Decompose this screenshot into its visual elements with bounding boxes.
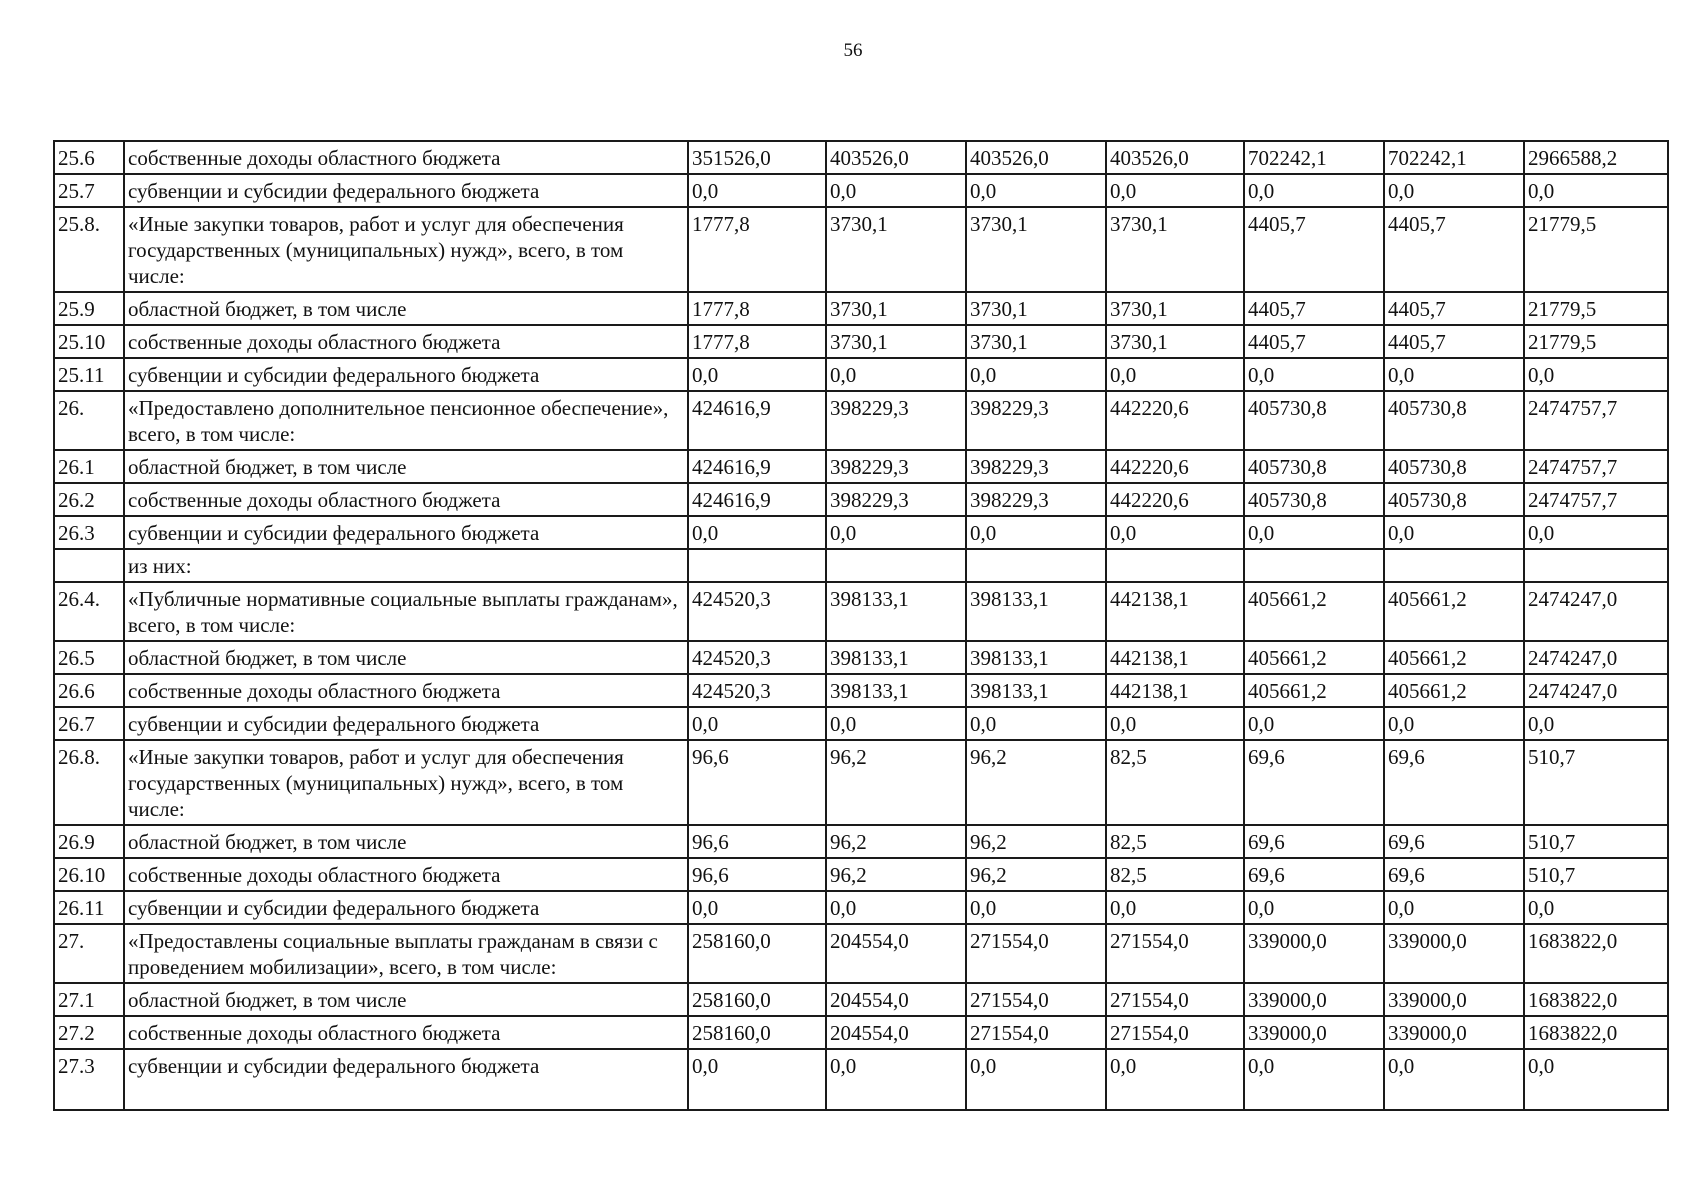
row-value: 424520,3 — [688, 582, 826, 641]
row-total: 1683822,0 — [1524, 924, 1668, 983]
row-value: 0,0 — [688, 1049, 826, 1110]
row-total: 1683822,0 — [1524, 983, 1668, 1016]
row-value: 3730,1 — [1106, 325, 1244, 358]
row-value: 0,0 — [1244, 516, 1384, 549]
row-code: 25.7 — [54, 174, 124, 207]
row-value: 0,0 — [826, 891, 966, 924]
row-value: 405661,2 — [1384, 582, 1524, 641]
row-value: 339000,0 — [1244, 1016, 1384, 1049]
row-total: 2474757,7 — [1524, 483, 1668, 516]
row-value: 69,6 — [1244, 740, 1384, 825]
row-code: 25.8. — [54, 207, 124, 292]
row-value: 0,0 — [1106, 707, 1244, 740]
row-value: 442220,6 — [1106, 483, 1244, 516]
row-value: 339000,0 — [1384, 924, 1524, 983]
row-value: 0,0 — [1244, 358, 1384, 391]
table-row — [54, 641, 1668, 674]
row-value: 4405,7 — [1244, 292, 1384, 325]
row-value: 3730,1 — [966, 292, 1106, 325]
row-name: областной бюджет, в том числе — [124, 292, 688, 325]
table-body — [54, 141, 1668, 1110]
row-value: 405730,8 — [1384, 450, 1524, 483]
row-value: 442138,1 — [1106, 674, 1244, 707]
row-value: 204554,0 — [826, 1016, 966, 1049]
row-value: 0,0 — [1106, 516, 1244, 549]
row-name: «Предоставлены социальные выплаты гражданам в связи с проведением мобилизации», всего, в том числе: — [124, 924, 688, 983]
row-value: 405661,2 — [1384, 674, 1524, 707]
table-row — [54, 325, 1668, 358]
row-value: 3730,1 — [966, 325, 1106, 358]
row-value: 398133,1 — [826, 641, 966, 674]
row-name: «Предоставлено дополнительное пенсионное обеспечение», всего, в том числе: — [124, 391, 688, 450]
row-value: 3730,1 — [1106, 207, 1244, 292]
row-name: «Публичные нормативные социальные выплаты гражданам», всего, в том числе: — [124, 582, 688, 641]
table-row — [54, 858, 1668, 891]
row-value: 69,6 — [1244, 858, 1384, 891]
row-value: 0,0 — [826, 358, 966, 391]
row-name: «Иные закупки товаров, работ и услуг для обеспечения государственных (муниципальных) нужд», всего, в том числе: — [124, 740, 688, 825]
table-row — [54, 358, 1668, 391]
row-value: 271554,0 — [1106, 924, 1244, 983]
row-value: 258160,0 — [688, 1016, 826, 1049]
row-name: собственные доходы областного бюджета — [124, 674, 688, 707]
row-total: 0,0 — [1524, 516, 1668, 549]
row-value: 442138,1 — [1106, 641, 1244, 674]
row-name: областной бюджет, в том числе — [124, 983, 688, 1016]
row-value: 0,0 — [688, 707, 826, 740]
row-value — [826, 549, 966, 582]
row-value: 398229,3 — [966, 483, 1106, 516]
row-total: 0,0 — [1524, 174, 1668, 207]
row-name: областной бюджет, в том числе — [124, 450, 688, 483]
row-name: областной бюджет, в том числе — [124, 641, 688, 674]
row-total: 0,0 — [1524, 1049, 1668, 1110]
row-value: 405730,8 — [1244, 391, 1384, 450]
row-name: субвенции и субсидии федерального бюджета — [124, 1049, 688, 1110]
row-value: 0,0 — [966, 174, 1106, 207]
row-value: 4405,7 — [1244, 325, 1384, 358]
row-value: 82,5 — [1106, 825, 1244, 858]
row-value — [1384, 549, 1524, 582]
row-value: 0,0 — [1244, 174, 1384, 207]
row-value: 69,6 — [1384, 825, 1524, 858]
row-value: 96,2 — [966, 740, 1106, 825]
row-name: субвенции и субсидии федерального бюджета — [124, 358, 688, 391]
row-value: 271554,0 — [966, 1016, 1106, 1049]
row-name: субвенции и субсидии федерального бюджета — [124, 516, 688, 549]
row-value — [966, 549, 1106, 582]
row-value: 398229,3 — [966, 450, 1106, 483]
table-row — [54, 483, 1668, 516]
row-value: 0,0 — [1384, 891, 1524, 924]
row-code: 25.11 — [54, 358, 124, 391]
row-value: 405661,2 — [1244, 582, 1384, 641]
row-value: 403526,0 — [966, 141, 1106, 174]
row-value: 271554,0 — [1106, 983, 1244, 1016]
row-value: 405730,8 — [1244, 483, 1384, 516]
row-total: 2474757,7 — [1524, 391, 1668, 450]
table-row — [54, 450, 1668, 483]
row-name: субвенции и субсидии федерального бюджета — [124, 707, 688, 740]
row-value: 424520,3 — [688, 641, 826, 674]
row-code: 26.3 — [54, 516, 124, 549]
row-total: 2474247,0 — [1524, 582, 1668, 641]
row-value: 0,0 — [1384, 707, 1524, 740]
row-total — [1524, 549, 1668, 582]
row-value: 0,0 — [966, 516, 1106, 549]
row-code: 27.2 — [54, 1016, 124, 1049]
row-value: 0,0 — [1244, 707, 1384, 740]
row-name: «Иные закупки товаров, работ и услуг для обеспечения государственных (муниципальных) нужд», всего, в том числе: — [124, 207, 688, 292]
table-row — [54, 141, 1668, 174]
row-total: 510,7 — [1524, 825, 1668, 858]
row-value: 0,0 — [1244, 891, 1384, 924]
row-value: 424520,3 — [688, 674, 826, 707]
table-row — [54, 891, 1668, 924]
row-value: 405730,8 — [1384, 391, 1524, 450]
row-value: 4405,7 — [1384, 292, 1524, 325]
row-value: 96,2 — [966, 825, 1106, 858]
row-value: 3730,1 — [826, 207, 966, 292]
row-code: 25.9 — [54, 292, 124, 325]
row-total: 21779,5 — [1524, 325, 1668, 358]
row-value: 204554,0 — [826, 983, 966, 1016]
row-value: 398133,1 — [966, 674, 1106, 707]
row-value — [1244, 549, 1384, 582]
row-value: 398229,3 — [966, 391, 1106, 450]
row-value: 82,5 — [1106, 740, 1244, 825]
row-code: 26. — [54, 391, 124, 450]
row-value: 339000,0 — [1384, 983, 1524, 1016]
row-code — [54, 549, 124, 582]
row-code: 25.6 — [54, 141, 124, 174]
row-total: 2474247,0 — [1524, 674, 1668, 707]
row-total: 1683822,0 — [1524, 1016, 1668, 1049]
row-value: 1777,8 — [688, 292, 826, 325]
row-value: 0,0 — [1384, 516, 1524, 549]
table-row — [54, 983, 1668, 1016]
row-value: 1777,8 — [688, 325, 826, 358]
row-value: 0,0 — [688, 891, 826, 924]
row-value: 96,6 — [688, 858, 826, 891]
table-row — [54, 174, 1668, 207]
row-total: 510,7 — [1524, 740, 1668, 825]
row-value: 96,6 — [688, 740, 826, 825]
row-value: 96,2 — [826, 740, 966, 825]
row-value: 0,0 — [966, 891, 1106, 924]
row-value: 271554,0 — [966, 924, 1106, 983]
row-code: 25.10 — [54, 325, 124, 358]
row-value: 0,0 — [966, 358, 1106, 391]
row-value: 271554,0 — [1106, 1016, 1244, 1049]
row-value: 0,0 — [826, 707, 966, 740]
table-row — [54, 825, 1668, 858]
row-value: 442220,6 — [1106, 450, 1244, 483]
row-code: 26.9 — [54, 825, 124, 858]
row-value: 405661,2 — [1384, 641, 1524, 674]
row-value: 0,0 — [966, 1049, 1106, 1110]
row-value: 69,6 — [1384, 740, 1524, 825]
row-value: 271554,0 — [966, 983, 1106, 1016]
row-value: 258160,0 — [688, 983, 826, 1016]
row-value: 0,0 — [688, 516, 826, 549]
row-name: из них: — [124, 549, 688, 582]
row-total: 2474757,7 — [1524, 450, 1668, 483]
row-name: собственные доходы областного бюджета — [124, 483, 688, 516]
row-value: 702242,1 — [1244, 141, 1384, 174]
row-value: 398229,3 — [826, 391, 966, 450]
row-code: 26.4. — [54, 582, 124, 641]
row-total: 0,0 — [1524, 358, 1668, 391]
row-value: 702242,1 — [1384, 141, 1524, 174]
row-code: 26.6 — [54, 674, 124, 707]
row-name: собственные доходы областного бюджета — [124, 141, 688, 174]
row-value: 398133,1 — [966, 641, 1106, 674]
row-value: 0,0 — [1384, 358, 1524, 391]
row-code: 27. — [54, 924, 124, 983]
budget-table — [53, 140, 1669, 1111]
row-value: 0,0 — [1106, 1049, 1244, 1110]
table-row — [54, 707, 1668, 740]
row-value: 0,0 — [1106, 891, 1244, 924]
row-value: 339000,0 — [1384, 1016, 1524, 1049]
row-value: 0,0 — [1384, 174, 1524, 207]
row-code: 26.8. — [54, 740, 124, 825]
table-row — [54, 292, 1668, 325]
row-value: 1777,8 — [688, 207, 826, 292]
table-row — [54, 549, 1668, 582]
table-row — [54, 207, 1668, 292]
row-value: 3730,1 — [1106, 292, 1244, 325]
row-value: 0,0 — [826, 174, 966, 207]
row-value: 0,0 — [688, 174, 826, 207]
row-code: 27.3 — [54, 1049, 124, 1110]
row-value: 4405,7 — [1244, 207, 1384, 292]
row-value: 96,2 — [826, 858, 966, 891]
row-code: 26.10 — [54, 858, 124, 891]
row-total: 2966588,2 — [1524, 141, 1668, 174]
row-value: 405730,8 — [1384, 483, 1524, 516]
row-value: 405661,2 — [1244, 641, 1384, 674]
row-value: 96,2 — [826, 825, 966, 858]
row-value: 403526,0 — [1106, 141, 1244, 174]
row-value: 69,6 — [1244, 825, 1384, 858]
row-value: 339000,0 — [1244, 983, 1384, 1016]
table-row — [54, 740, 1668, 825]
row-code: 27.1 — [54, 983, 124, 1016]
row-name: субвенции и субсидии федерального бюджета — [124, 174, 688, 207]
row-value: 96,6 — [688, 825, 826, 858]
row-value: 398133,1 — [826, 582, 966, 641]
row-total: 510,7 — [1524, 858, 1668, 891]
row-code: 26.1 — [54, 450, 124, 483]
row-name: собственные доходы областного бюджета — [124, 325, 688, 358]
row-value: 258160,0 — [688, 924, 826, 983]
row-total: 0,0 — [1524, 707, 1668, 740]
row-value: 3730,1 — [826, 325, 966, 358]
row-name: областной бюджет, в том числе — [124, 825, 688, 858]
row-code: 26.2 — [54, 483, 124, 516]
row-value: 424616,9 — [688, 391, 826, 450]
row-value: 398133,1 — [826, 674, 966, 707]
row-value: 0,0 — [966, 707, 1106, 740]
row-value: 339000,0 — [1244, 924, 1384, 983]
row-value: 4405,7 — [1384, 207, 1524, 292]
table-row — [54, 674, 1668, 707]
row-value: 0,0 — [1244, 1049, 1384, 1110]
row-total: 0,0 — [1524, 891, 1668, 924]
row-value: 0,0 — [1106, 174, 1244, 207]
row-value: 351526,0 — [688, 141, 826, 174]
row-value: 405730,8 — [1244, 450, 1384, 483]
table-row — [54, 1049, 1668, 1110]
row-value — [1106, 549, 1244, 582]
row-value: 96,2 — [966, 858, 1106, 891]
table-row — [54, 582, 1668, 641]
row-value: 398133,1 — [966, 582, 1106, 641]
row-value: 0,0 — [826, 1049, 966, 1110]
row-value: 0,0 — [688, 358, 826, 391]
row-value: 424616,9 — [688, 483, 826, 516]
row-value: 442138,1 — [1106, 582, 1244, 641]
table-row — [54, 1016, 1668, 1049]
row-value: 3730,1 — [826, 292, 966, 325]
page-number: 56 — [843, 40, 863, 61]
row-value: 3730,1 — [966, 207, 1106, 292]
row-total: 21779,5 — [1524, 292, 1668, 325]
row-value: 69,6 — [1384, 858, 1524, 891]
row-code: 26.5 — [54, 641, 124, 674]
row-value: 403526,0 — [826, 141, 966, 174]
row-name: собственные доходы областного бюджета — [124, 1016, 688, 1049]
table-row — [54, 924, 1668, 983]
table-row — [54, 391, 1668, 450]
row-value: 82,5 — [1106, 858, 1244, 891]
row-value: 0,0 — [1384, 1049, 1524, 1110]
table-row — [54, 516, 1668, 549]
row-value: 0,0 — [1106, 358, 1244, 391]
row-total: 2474247,0 — [1524, 641, 1668, 674]
row-value: 442220,6 — [1106, 391, 1244, 450]
row-name: субвенции и субсидии федерального бюджета — [124, 891, 688, 924]
row-value — [688, 549, 826, 582]
row-code: 26.7 — [54, 707, 124, 740]
row-value: 4405,7 — [1384, 325, 1524, 358]
row-value: 405661,2 — [1244, 674, 1384, 707]
row-value: 0,0 — [826, 516, 966, 549]
row-value: 424616,9 — [688, 450, 826, 483]
row-value: 204554,0 — [826, 924, 966, 983]
row-value: 398229,3 — [826, 450, 966, 483]
row-code: 26.11 — [54, 891, 124, 924]
row-value: 398229,3 — [826, 483, 966, 516]
row-name: собственные доходы областного бюджета — [124, 858, 688, 891]
row-total: 21779,5 — [1524, 207, 1668, 292]
